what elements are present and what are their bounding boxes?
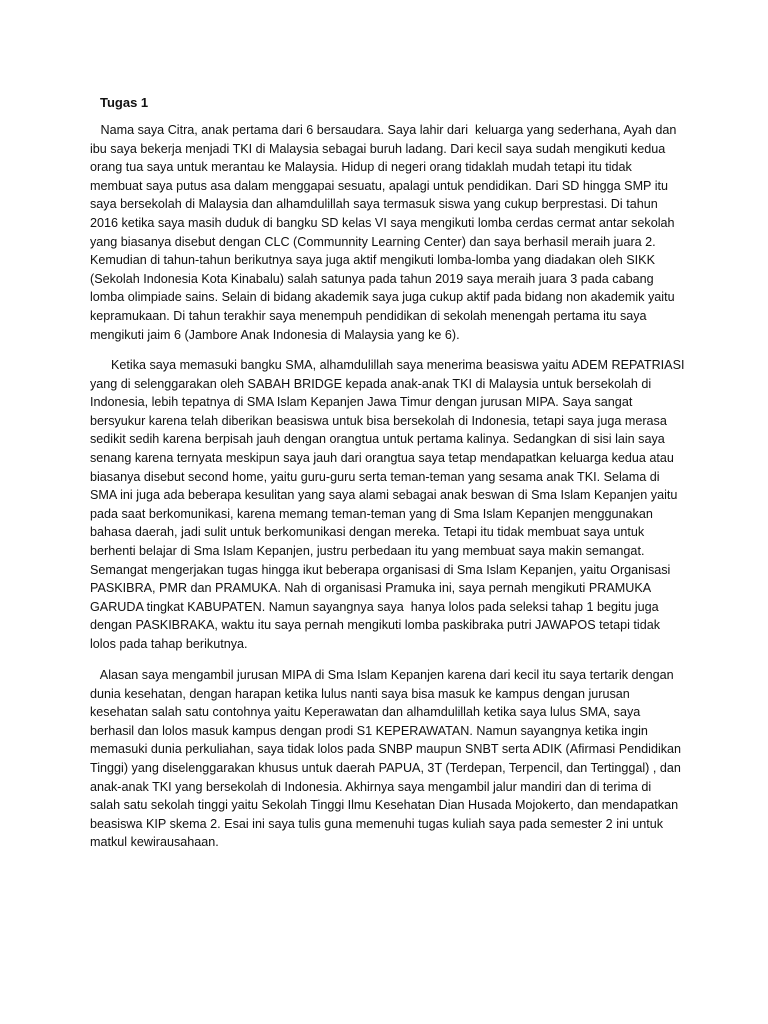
text-line: saya bersekolah di Malaysia dan alhamdulillah saya termasuk siswa yang cukup berprestasi. Di tahun [90,197,658,212]
text-line: yang di selenggarakan oleh SABAH BRIDGE kepada anak-anak TKI di Malaysia untuk bersekolah di [90,376,652,391]
text-line: dunia kesehatan, dengan harapan ketika lulus nanti saya bisa masuk ke kampus dengan jurusan [90,686,630,701]
text-line: 2016 ketika saya masih duduk di bangku SD kelas VI saya mengikuti lomba cerdas cermat antar sekolah [90,215,675,230]
text-line: Kemudian di tahun-tahun berikutnya saya juga aktif mengikuti lomba-lomba yang diadakan oleh SIKK [90,253,655,268]
text-line: Tinggi) yang diselenggarakan khusus untuk daerah PAPUA, 3T (Terdepan, Terpencil, dan Tertinggal) , dan [90,760,681,775]
text-line: GARUDA tingkat KABUPATEN. Namun sayangnya saya hanya lolos pada seleksi tahap 1 begitu juga [90,599,659,614]
text-line: SMA ini juga ada beberapa kesulitan yang saya alami sebagai anak beswan di Sma Islam Kepanjen yaitu [90,488,678,503]
text-line: matkul kewirausahaan. [90,835,219,850]
text-line: bersyukur karena telah diberikan beasiswa untuk bisa bersekolah di Indonesia, tetapi saya juga merasa [90,413,667,428]
text-line: memasuki dunia perkuliahan, saya tidak lolos pada SNBP maupun SNBT serta ADIK (Afirmasi Pendidikan [90,742,682,757]
text-line: Nama saya Citra, anak pertama dari 6 bersaudara. Saya lahir dari keluarga yang sederhana, Ayah dan [90,123,677,137]
text-line: berhasil dan lolos masuk kampus dengan prodi S1 KEPERAWATAN. Namun sayangnya ketika ingin [90,723,648,738]
text-line: orang tua saya untuk merantau ke Malaysia. Hidup di negeri orang tidaklah mudah tetapi itu tidak [90,160,632,175]
text-line: anak-anak TKI yang bersekolah di Indonesia. Akhirnya saya mengambil jalur mandiri dan di terima di [90,779,652,794]
text-line: bahasa daerah, jadi sulit untuk berkomunikasi dengan mereka. Tetapi itu tidak membuat saya untuk [90,525,645,540]
text-line: (Sekolah Indonesia Kota Kinabalu) salah satunya pada tahun 2019 saya meraih juara 3 pada cabang [90,271,654,286]
text-line: ibu saya bekerja menjadi TKI di Malaysia sebagai buruh ladang. Dari kecil saya sudah mengikuti kedua [90,141,666,156]
paragraph-1 [90,121,677,344]
text-line: Ketika saya memasuki bangku SMA, alhamdulillah saya menerima beasiswa yaitu ADEM REPATRIASI [90,358,685,372]
paragraph-3 [90,666,682,852]
document-title: Tugas 1 [100,95,149,110]
text-line: kesehatan salah satu contohnya yaitu Keperawatan dan alhamdulillah ketika saya lulus SMA, saya [90,705,641,720]
text-line: beasiswa KIP skema 2. Esai ini saya tulis guna memenuhi tugas kuliah saya pada semester 2 ini untuk [90,816,664,831]
text-line: lolos pada tahap berikutnya. [90,636,248,651]
text-line: membuat saya putus asa dalam menggapai sesuatu, apalagi untuk pendidikan. Dari SD hingga SMP itu [90,178,669,193]
text-line: lomba olimpiade sains. Selain di bidang akademik saya juga cukup aktif pada bidang non akademik yaitu [90,290,675,305]
text-line: Semangat mengerjakan tugas hingga ikut beberapa organisasi di Sma Islam Kepanjen, yaitu Organisasi [90,562,671,577]
paragraph-2 [90,356,685,654]
text-line: sedikit sedih karena berpisah jauh dengan orangtua untuk pertama kalinya. Sedangkan di sisi lain saya [90,432,665,447]
text-line: dengan PASKIBRAKA, waktu itu saya pernah mengikuti lomba paskibraka putri JAWAPOS tetapi tidak [90,618,661,633]
text-line: salah satu sekolah tinggi yaitu Sekolah Tinggi Ilmu Kesehatan Dian Husada Mojokerto, dan mendapatkan [90,798,679,813]
text-line: pada saat berkomunikasi, karena memang teman-teman yang di Sma Islam Kepanjen menggunakan [90,506,653,521]
text-line: biasanya disebut second home, yaitu guru-guru serta teman-teman yang sesama anak TKI. Selama di [90,469,660,484]
text-line: yang biasanya disebut dengan CLC (Communnity Learning Center) dan saya berhasil meraih juara 2. [90,234,656,249]
text-line: mengikuti jaim 6 (Jambore Anak Indonesia di Malaysia yang ke 6). [90,327,460,342]
text-line: berhenti belajar di Sma Islam Kepanjen, justru perbedaan itu yang membuat saya makin semangat. [90,543,645,558]
text-line: Indonesia, lebih tepatnya di SMA Islam Kepanjen Jawa Timur dengan jurusan MIPA. Saya sangat [90,395,633,410]
text-line: PASKIBRA, PMR dan PRAMUKA. Nah di organisasi Pramuka ini, saya pernah mengikuti PRAMUKA [90,581,652,596]
text-line: Alasan saya mengambil jurusan MIPA di Sma Islam Kepanjen karena dari kecil itu saya tertarik dengan [90,668,674,682]
text-line: kepramukaan. Di tahun terakhir saya menempuh pendidikan di sekolah menengah pertama itu saya [90,308,647,323]
text-line: senang karena ternyata meskipun saya jauh dari orangtua saya tetap mendapatkan keluarga kedua atau [90,450,674,465]
